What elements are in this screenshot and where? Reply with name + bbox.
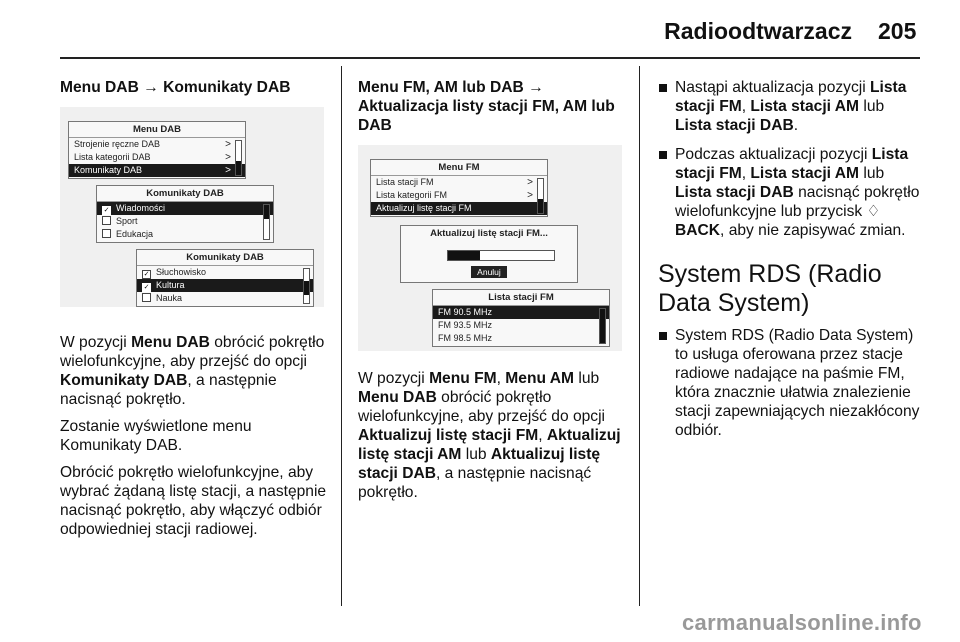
screen-menu-dab [68,121,246,179]
menu-row: FM 98.5 MHz [438,333,493,343]
list-item: System RDS (Radio Data System) to usługa oferowana przez stacje radiowe nadające na paśmie FM, która znacznie ułatwia znalezienie stacji zapewniających niezakłócony odbiór. [658,326,920,440]
column-divider-2 [639,66,640,606]
running-header-title: Radioodtwarzacz [664,18,852,44]
list-item: Nastąpi aktualizacja pozycji Lista stacji FM, Lista stacji AM lub Lista stacji DAB. [658,78,920,135]
section-heading-update: Menu FM, AM lub DAB → Aktualizacja listy stacji FM, AM lub DAB [358,79,615,134]
menu-row: Nauka [137,292,313,305]
update-progress-bar [447,250,555,261]
screen-station-list [432,289,610,347]
progress-fill [448,251,480,260]
chevron-right-icon: > [225,139,231,150]
screen-title: Menu FM [371,160,547,176]
menu-row: Strojenie ręczne DAB > [74,139,231,150]
dab-screens-figure [60,107,324,307]
scrollbar [599,308,606,344]
checkbox-icon [102,216,111,225]
screen-update-progress [400,225,578,283]
menu-row-selected: ✓ Wiadomości [97,202,273,215]
screen-title: Menu DAB [69,122,245,138]
back-icon: ♢ [866,203,881,220]
menu-row: FM 93.5 MHz [438,320,493,330]
screen-title: Lista stacji FM [433,290,609,306]
screen-menu-fm [370,159,548,217]
bullet-list [658,78,920,240]
scrollbar [235,140,242,176]
scrollbar [303,268,310,304]
chevron-right-icon: > [527,190,533,201]
column-3 [658,78,920,450]
watermark: carmanualsonline.info [682,610,922,635]
menu-row-selected: FM 90.5 MHz [433,306,609,319]
list-item: Podczas aktualizacji pozycji Lista stacji FM, Lista stacji AM lub Lista stacji DAB nacisnąć pokrętło wielofunkcyjne lub przycisk ♢ BACK, aby nie zapisywać zmian. [658,145,920,240]
column-1 [60,78,328,547]
scrollbar [537,178,544,214]
scrollbar [263,204,270,240]
section-heading-dab: Menu DAB → Komunikaty DAB [60,79,291,96]
paragraph: W pozycji Menu FM, Menu AM lub Menu DAB obrócić pokrętło wielofunkcyjne, aby przejść do opcji Aktualizuj listę stacji FM, Aktualizuj listę stacji AM lub Aktualizuj listę stacji DAB, a następnie nacisnąć pokrętło. [358,370,621,501]
menu-row: Edukacja [97,228,273,241]
menu-row-selected: ✓ Kultura [137,279,313,292]
chevron-right-icon: > [527,177,533,188]
column-2 [358,78,628,510]
header-divider [60,57,920,59]
page-number: 205 [878,18,917,44]
screen-komunikaty-2 [136,249,314,307]
paragraph: W pozycji Menu DAB obrócić pokrętło wielofunkcyjne, aby przejść do opcji Komunikaty DAB, a następnie nacisnąć pokrętło. [60,334,325,408]
chevron-right-icon: > [225,165,231,176]
menu-row: Sport [97,215,273,228]
bullet-list [658,326,920,440]
cancel-button[interactable]: Anuluj [471,266,507,278]
checkbox-icon [142,293,151,302]
fm-screens-figure [358,145,622,351]
chevron-right-icon: > [225,152,231,163]
menu-row: Lista stacji FM > [376,177,533,188]
checkbox-checked-icon: ✓ [103,207,110,214]
paragraph: Obrócić pokrętło wielofunkcyjne, aby wybrać żądaną listę stacji, a następnie nacisnąć pokrętło, aby włączyć odbiór odpowiedniej stacji radiowej. [60,464,327,538]
checkbox-checked-icon: ✓ [143,284,150,291]
screen-title: Aktualizuj listę stacji FM... [430,228,548,239]
screen-title: Komunikaty DAB [97,186,273,202]
menu-row-selected: Komunikaty DAB > [69,164,245,177]
checkbox-checked-icon: ✓ [143,271,150,278]
menu-row: ✓ Słuchowisko [143,267,207,278]
menu-row: Lista kategorii FM > [376,190,533,201]
paragraph: Zostanie wyświetlone menu Komunikaty DAB. [60,418,252,454]
menu-row-selected: Aktualizuj listę stacji FM [371,202,547,215]
section-heading-rds: System RDS (Radio Data System) [658,260,882,317]
menu-row: Lista kategorii DAB > [74,152,231,163]
checkbox-icon [102,229,111,238]
screen-komunikaty-1 [96,185,274,243]
screen-title: Komunikaty DAB [137,250,313,266]
column-divider-1 [341,66,342,606]
